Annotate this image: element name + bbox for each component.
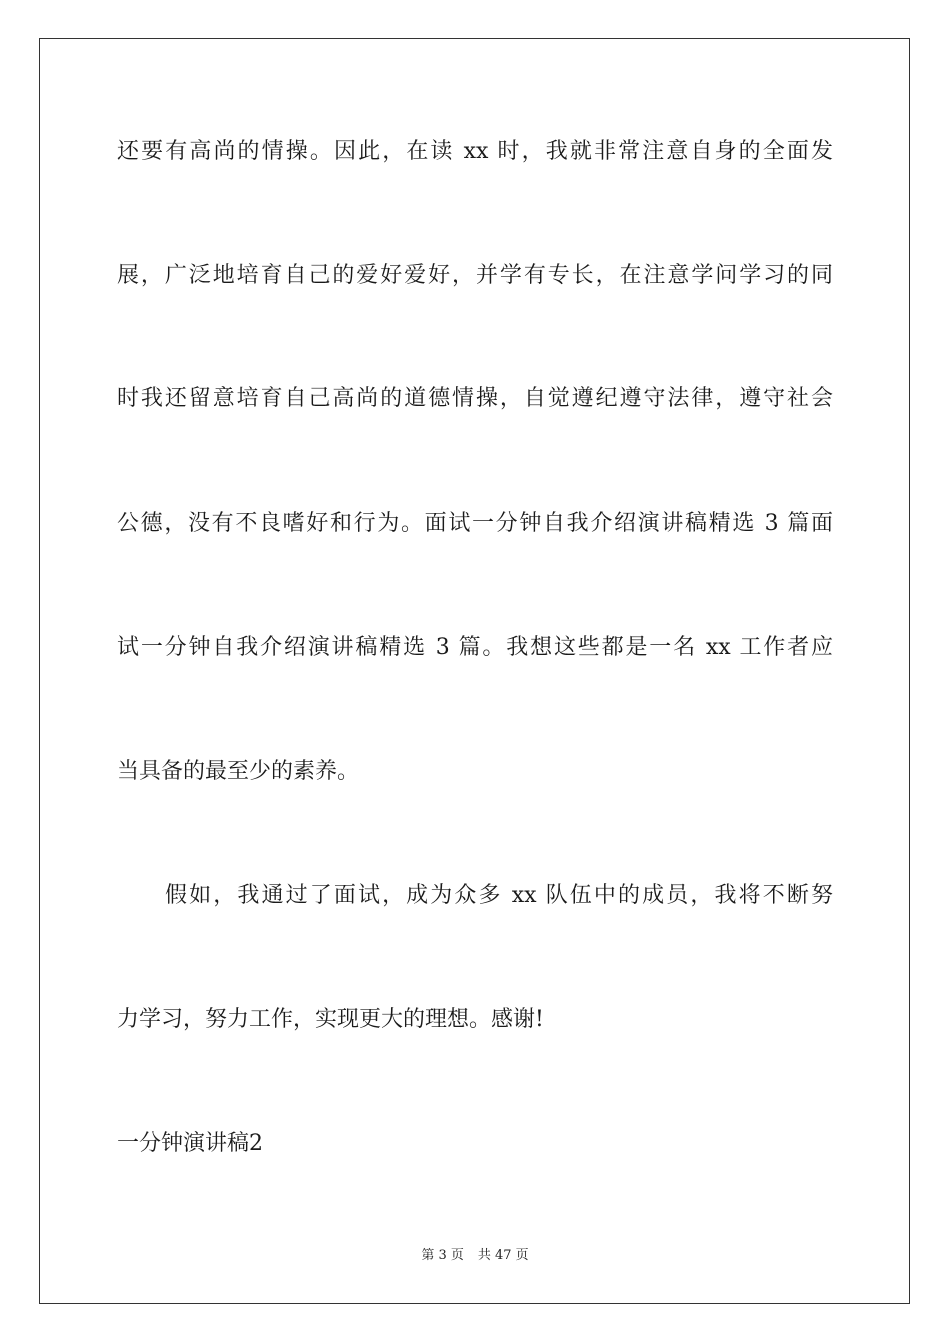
body-line-2: 展，广泛地培育自己的爱好爱好，并学有专长，在注意学问学习的同	[117, 263, 833, 288]
page-number: 第 3 页	[421, 1248, 464, 1263]
page-total: 共 47 页	[477, 1248, 529, 1263]
section-heading: 一分钟演讲稿2	[117, 1131, 263, 1156]
body-line-3: 时我还留意培育自己高尚的道德情操，自觉遵纪遵守法律，遵守社会	[117, 386, 833, 411]
page-border	[39, 38, 910, 1304]
body-line-4: 公德，没有不良嗜好和行为。面试一分钟自我介绍演讲稿精选 3 篇面	[117, 511, 833, 536]
body-line-1: 还要有高尚的情操。因此，在读 xx 时，我就非常注意自身的全面发	[117, 139, 833, 164]
body-line-7: 假如，我通过了面试，成为众多 xx 队伍中的成员，我将不断努	[165, 883, 833, 908]
page-footer	[0, 1247, 950, 1265]
body-line-5: 试一分钟自我介绍演讲稿精选 3 篇。我想这些都是一名 xx 工作者应	[117, 635, 833, 660]
body-line-6: 当具备的最至少的素养。	[117, 759, 360, 784]
body-line-8: 力学习，努力工作，实现更大的理想。感谢!	[117, 1007, 544, 1032]
